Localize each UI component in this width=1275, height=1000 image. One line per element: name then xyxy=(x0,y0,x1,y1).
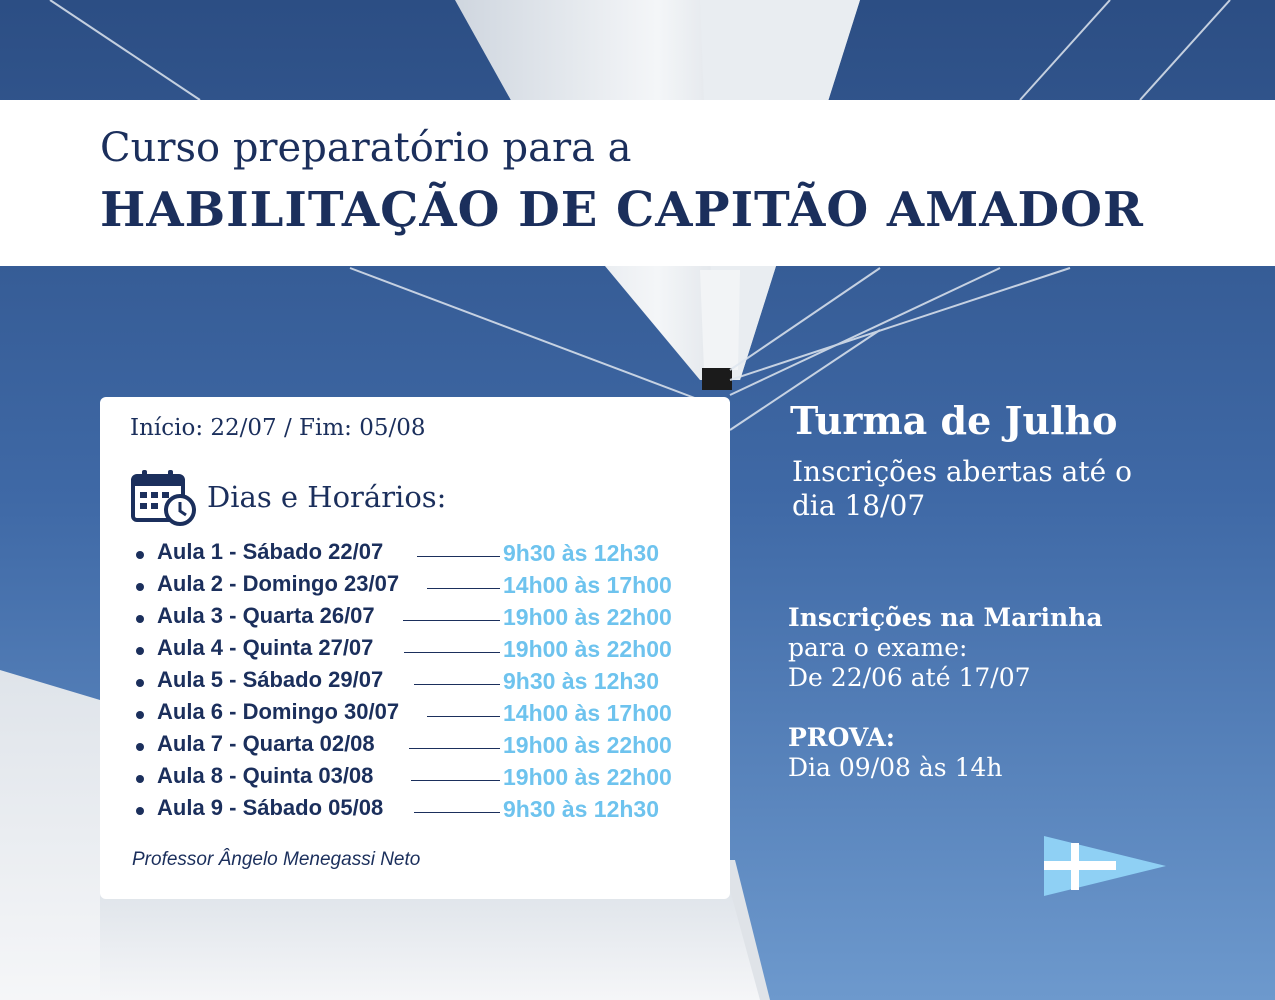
schedule-list xyxy=(130,538,700,826)
exam-label: PROVA: xyxy=(788,723,895,752)
bullet-icon xyxy=(136,775,144,783)
navy-registration-dates: De 22/06 até 17/07 xyxy=(788,663,1031,692)
divider-line xyxy=(409,748,500,749)
navy-registration-title: Inscrições na Marinha xyxy=(788,603,1103,632)
class-label: Aula 8 - Quinta 03/08 xyxy=(157,763,374,788)
section-title: Dias e Horários: xyxy=(207,480,447,514)
bullet-icon xyxy=(136,807,144,815)
schedule-item xyxy=(130,634,700,666)
navy-registration xyxy=(788,603,1103,693)
bullet-icon xyxy=(136,551,144,559)
divider-line xyxy=(427,588,500,589)
divider-line xyxy=(414,684,500,685)
class-time: 14h00 às 17h00 xyxy=(503,572,672,598)
divider-line xyxy=(414,812,500,813)
schedule-item xyxy=(130,762,700,794)
schedule-item xyxy=(130,570,700,602)
pennant-flag-icon xyxy=(1044,836,1166,896)
class-label: Aula 7 - Quarta 02/08 xyxy=(157,731,375,756)
bullet-icon xyxy=(136,743,144,751)
bullet-icon xyxy=(136,615,144,623)
class-label: Aula 9 - Sábado 05/08 xyxy=(157,795,384,820)
page-subtitle: Curso preparatório para a xyxy=(100,125,632,171)
bullet-icon xyxy=(136,711,144,719)
class-time: 19h00 às 22h00 xyxy=(503,732,672,758)
divider-line xyxy=(417,556,500,557)
class-label: Aula 6 - Domingo 30/07 xyxy=(157,699,400,724)
schedule-item xyxy=(130,602,700,634)
page-title: HABILITAÇÃO DE CAPITÃO AMADOR xyxy=(100,182,1144,238)
class-time: 19h00 às 22h00 xyxy=(503,604,672,630)
exam-info xyxy=(788,723,1002,783)
schedule-item xyxy=(130,730,700,762)
class-label: Aula 1 - Sábado 22/07 xyxy=(157,539,384,564)
class-time: 19h00 às 22h00 xyxy=(503,764,672,790)
professor-name: Professor Ângelo Menegassi Neto xyxy=(132,849,421,870)
bullet-icon xyxy=(136,583,144,591)
divider-line xyxy=(427,716,500,717)
class-label: Aula 2 - Domingo 23/07 xyxy=(157,571,400,596)
class-time: 9h30 às 12h30 xyxy=(503,668,660,694)
calendar-clock-icon xyxy=(130,468,200,528)
class-time: 19h00 às 22h00 xyxy=(503,636,672,662)
class-time: 9h30 às 12h30 xyxy=(503,796,660,822)
divider-line xyxy=(403,620,500,621)
schedule-item xyxy=(130,666,700,698)
class-label: Aula 4 - Quinta 27/07 xyxy=(157,635,374,660)
class-time: 14h00 às 17h00 xyxy=(503,700,672,726)
divider-line xyxy=(404,652,500,653)
schedule-item xyxy=(130,538,700,570)
course-dates: Início: 22/07 / Fim: 05/08 xyxy=(130,415,426,441)
navy-registration-subtitle: para o exame: xyxy=(788,633,968,662)
exam-date: Dia 09/08 às 14h xyxy=(788,753,1003,782)
class-label: Aula 5 - Sábado 29/07 xyxy=(157,667,384,692)
bullet-icon xyxy=(136,647,144,655)
registration-deadline: Inscrições abertas até o dia 18/07 xyxy=(792,455,1132,522)
schedule-item xyxy=(130,698,700,730)
class-label: Aula 3 - Quarta 26/07 xyxy=(157,603,375,628)
class-group-title: Turma de Julho xyxy=(790,398,1118,443)
divider-line xyxy=(411,780,500,781)
bullet-icon xyxy=(136,679,144,687)
schedule-item xyxy=(130,794,700,826)
class-time: 9h30 às 12h30 xyxy=(503,540,660,566)
